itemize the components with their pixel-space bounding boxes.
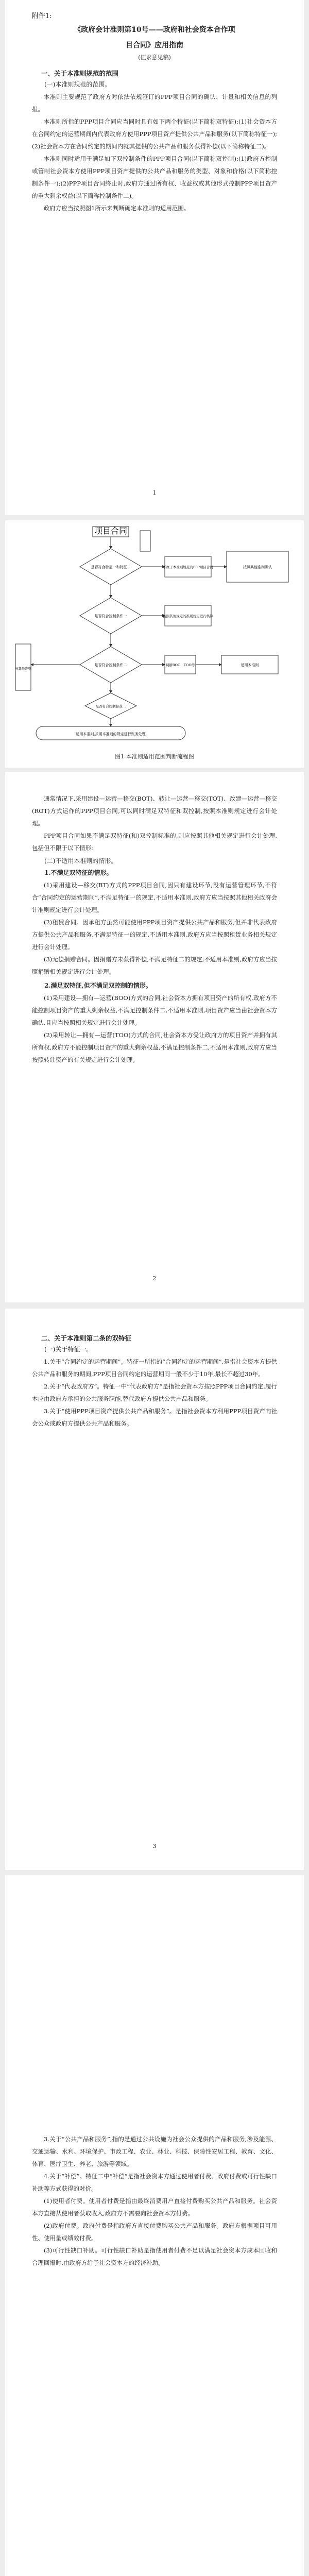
body-paragraph: PPP项目合同如果不满足双特征(和)双控制标准的,则应按照其他相关规定进行会计处理,包括但不限于以下情形:: [32, 832, 277, 852]
subsection-heading: (二)不适用本准则的情形。: [44, 857, 117, 865]
body-paragraph: (1)使用者付费。使用者付费是指由最终消费用户直接付费购买公共产品和服务。社会资本方直接从使用者获取收入,政府方不需要向社会资本方付费。: [32, 2197, 277, 2217]
body-paragraph: 1.关于“合同约定的运营期间”。特征一所指的“合同约定的运营期间”,是指社会资本方提供公共产品和服务的期间,PPP项目合同约定的运营期间一般不少于10年,最长不超过30年。: [32, 1358, 277, 1378]
flow-left-label: 按其他准则: [14, 667, 32, 671]
document-title-line1: 《政府会计准则第10号——政府和社会资本合作项: [74, 26, 235, 34]
flow-side-label-2: 按照其他规定的准则规定进行核算: [163, 614, 213, 618]
section-heading: 一、关于本准则规范的范围: [41, 70, 119, 77]
body-paragraph: 政府方应当按照图1所示来判断确定本准则的适用范围。: [44, 205, 190, 212]
body-paragraph: 4.关于“补偿”。特征二中“补偿”是指社会资本方通过使用者付费、政府付费或可行性缺口补助等方式获得的对价。: [32, 2173, 277, 2192]
flow-decision-3-label: 是否符合控制条件二: [94, 663, 127, 667]
flow-side-label-4: 适用本准则: [241, 663, 259, 667]
flow-end-label: 适用本准则,按照本准则的规定进行账务处理: [76, 732, 146, 736]
body-paragraph: 本准则同时适用于满足如下双控制条件的PPP项目合同(以下简称双控制):(1)政府方控制或管制社会资本方使用PPP项目资产提供的公共产品和服务的类型、对象和价格(以下简称控制条件一);(2)PPP项目合同终止时,政府方通过所有权、收益权或其他形式控制PPP项目资产的重大剩余权益(以下简称控制条件二)。: [32, 155, 277, 199]
flow-decision-2-label: 是否符合控制条件一: [94, 614, 127, 618]
section-heading: 二、关于本准则第二条的双特征: [41, 1334, 132, 1342]
item-heading: 2.满足双特征,但不满足双控制的情形。: [44, 982, 152, 989]
body-paragraph: 3.关于“使用PPP项目资产提供公共产品和服务”。是指社会资本方利用PPP项目资产向社会公众或政府方提供公共产品和服务。: [32, 1408, 277, 1427]
body-paragraph: (2)采用转让—拥有—运营(TOO)方式的合同,社会资本方受让政府方的项目资产并拥有其所有权,政府方不能控制项目资产的重大剩余权益,不满足控制条件二,不适用本准则,政府方应当按照转让资产的有关规定进行会计处理。: [32, 1031, 277, 1063]
body-paragraph: 通常情况下,采用建设—运营—移交(BOT)、转让—运营—移交(TOT)、改建—运营—移交(ROT)方式运作的PPP项目合同,可以同时满足双特征和双控制,按照本准则规定进行会计处理。: [32, 795, 277, 827]
body-paragraph: (2)政府付费。政府付费是指政府方直接付费购买公共产品和服务。政府方根据项目可用性、使用量或绩效付费。: [32, 2222, 277, 2242]
document-page-flowchart: [5, 520, 304, 768]
subsection-heading: (一)关于特征一。: [44, 1346, 93, 1353]
annex-label: 附件1:: [32, 12, 52, 20]
page-number: 3: [152, 1843, 157, 1850]
body-paragraph: (1)采用建设—拥有—运营(BOO)方式的合同,社会资本方拥有项目资产的所有权,政府方不能控制项目资产的重大剩余权益,不满足控制条件二,不适用本准则,项目资产应当由社会资本方确认,且应当按照相关规定进行会计处理。: [32, 994, 277, 1026]
body-paragraph: 本准则所指的PPP项目合同应当同时具有如下两个特征(以下简称双特征):(1)社会资本方在合同约定的运营期间内代表政府方使用PPP项目资产提供公共产品和服务(以下简称特征一);(2)社会资本方在合同约定的期间内就其提供的公共产品和服务获得补偿(以下简称特征二)。: [32, 118, 277, 150]
flow-note-label: 按照其他准则确认: [243, 565, 272, 569]
document-page-1: [5, 0, 304, 515]
page-number: 2: [152, 1275, 157, 1282]
body-paragraph: (1)采用建设—移交(BT)方式的PPP项目合同,因只有建设环节,没有运营管理环节,不符合“合同约定的运营期间”,不满足特征一的规定,不适用本准则,政府方应当按照其他相关政府会计准则规定进行会计处理。: [32, 882, 277, 913]
flow-side-label-1: 不属于本准则规范的PPP项目合同: [163, 565, 213, 569]
document-page-3: [5, 1309, 304, 1870]
document-page-4: [5, 1875, 304, 2576]
flowchart-svg: [5, 520, 304, 747]
document-title-line2: 目合同》应用指南: [126, 41, 183, 49]
flow-mid-label: 判断BOO、TOO等: [165, 663, 195, 667]
subsection-heading: (一)本准则规范的范围。: [44, 81, 111, 88]
flowchart: [5, 520, 304, 747]
body-paragraph: 本准则主要规范了政府方对依法依规签订的PPP项目合同的确认、计量和相关信息的列报。: [32, 93, 277, 113]
document-subtitle: (征求意见稿): [138, 54, 171, 61]
flow-start-label: 项目合同: [94, 526, 128, 536]
body-paragraph: (3)可行性缺口补助。可行性缺口补助是指使用者付费不足以满足社会资本方成本回收和合理回报时,由政府方给予社会资本方的经济补助。: [32, 2247, 277, 2266]
figure-caption: 图1 本准则适用范围判断流程图: [115, 753, 194, 760]
page-number: 1: [152, 489, 157, 496]
document-page-2: [5, 772, 304, 1302]
item-heading: 1.不满足双特征的情形。: [44, 869, 113, 876]
flow-decision-4-label: 是否符合控制标准二: [95, 704, 126, 708]
body-paragraph: (2)租赁合同。因承租方虽然可能使用PPP项目资产提供公共产品和服务,但并非代表政府方提供公共产品和服务,不满足特征一的规定,不适用本准则,政府方应当按照租赁业务相关规定进行会计处理。: [32, 919, 277, 951]
body-paragraph: (3)无偿捐赠合同。因捐赠方未获得补偿,不满足特征二的规定,不适用本准则,政府方应当按照捐赠相关规定进行会计处理。: [32, 956, 277, 975]
flow-right-small-box: [140, 531, 150, 551]
body-paragraph: 2.关于“代表政府方”。特征一中“代表政府方”是指社会资本方按照PPP项目合同约定,履行本应由政府方承担的公共服务职能,替代政府方提供公共产品和服务。: [32, 1383, 277, 1402]
body-paragraph: 3.关于“公共产品和服务”,指的是通过公共设施为社会公众提供的产品和服务,涉及能源、交通运输、水利、环境保护、市政工程、农业、林业、科技、保障性安居工程、教育、文化、体育、医疗卫生、养老、旅游等领域。: [32, 2136, 277, 2167]
flow-decision-1-label: 是否符合特征一和特征二: [91, 565, 131, 569]
